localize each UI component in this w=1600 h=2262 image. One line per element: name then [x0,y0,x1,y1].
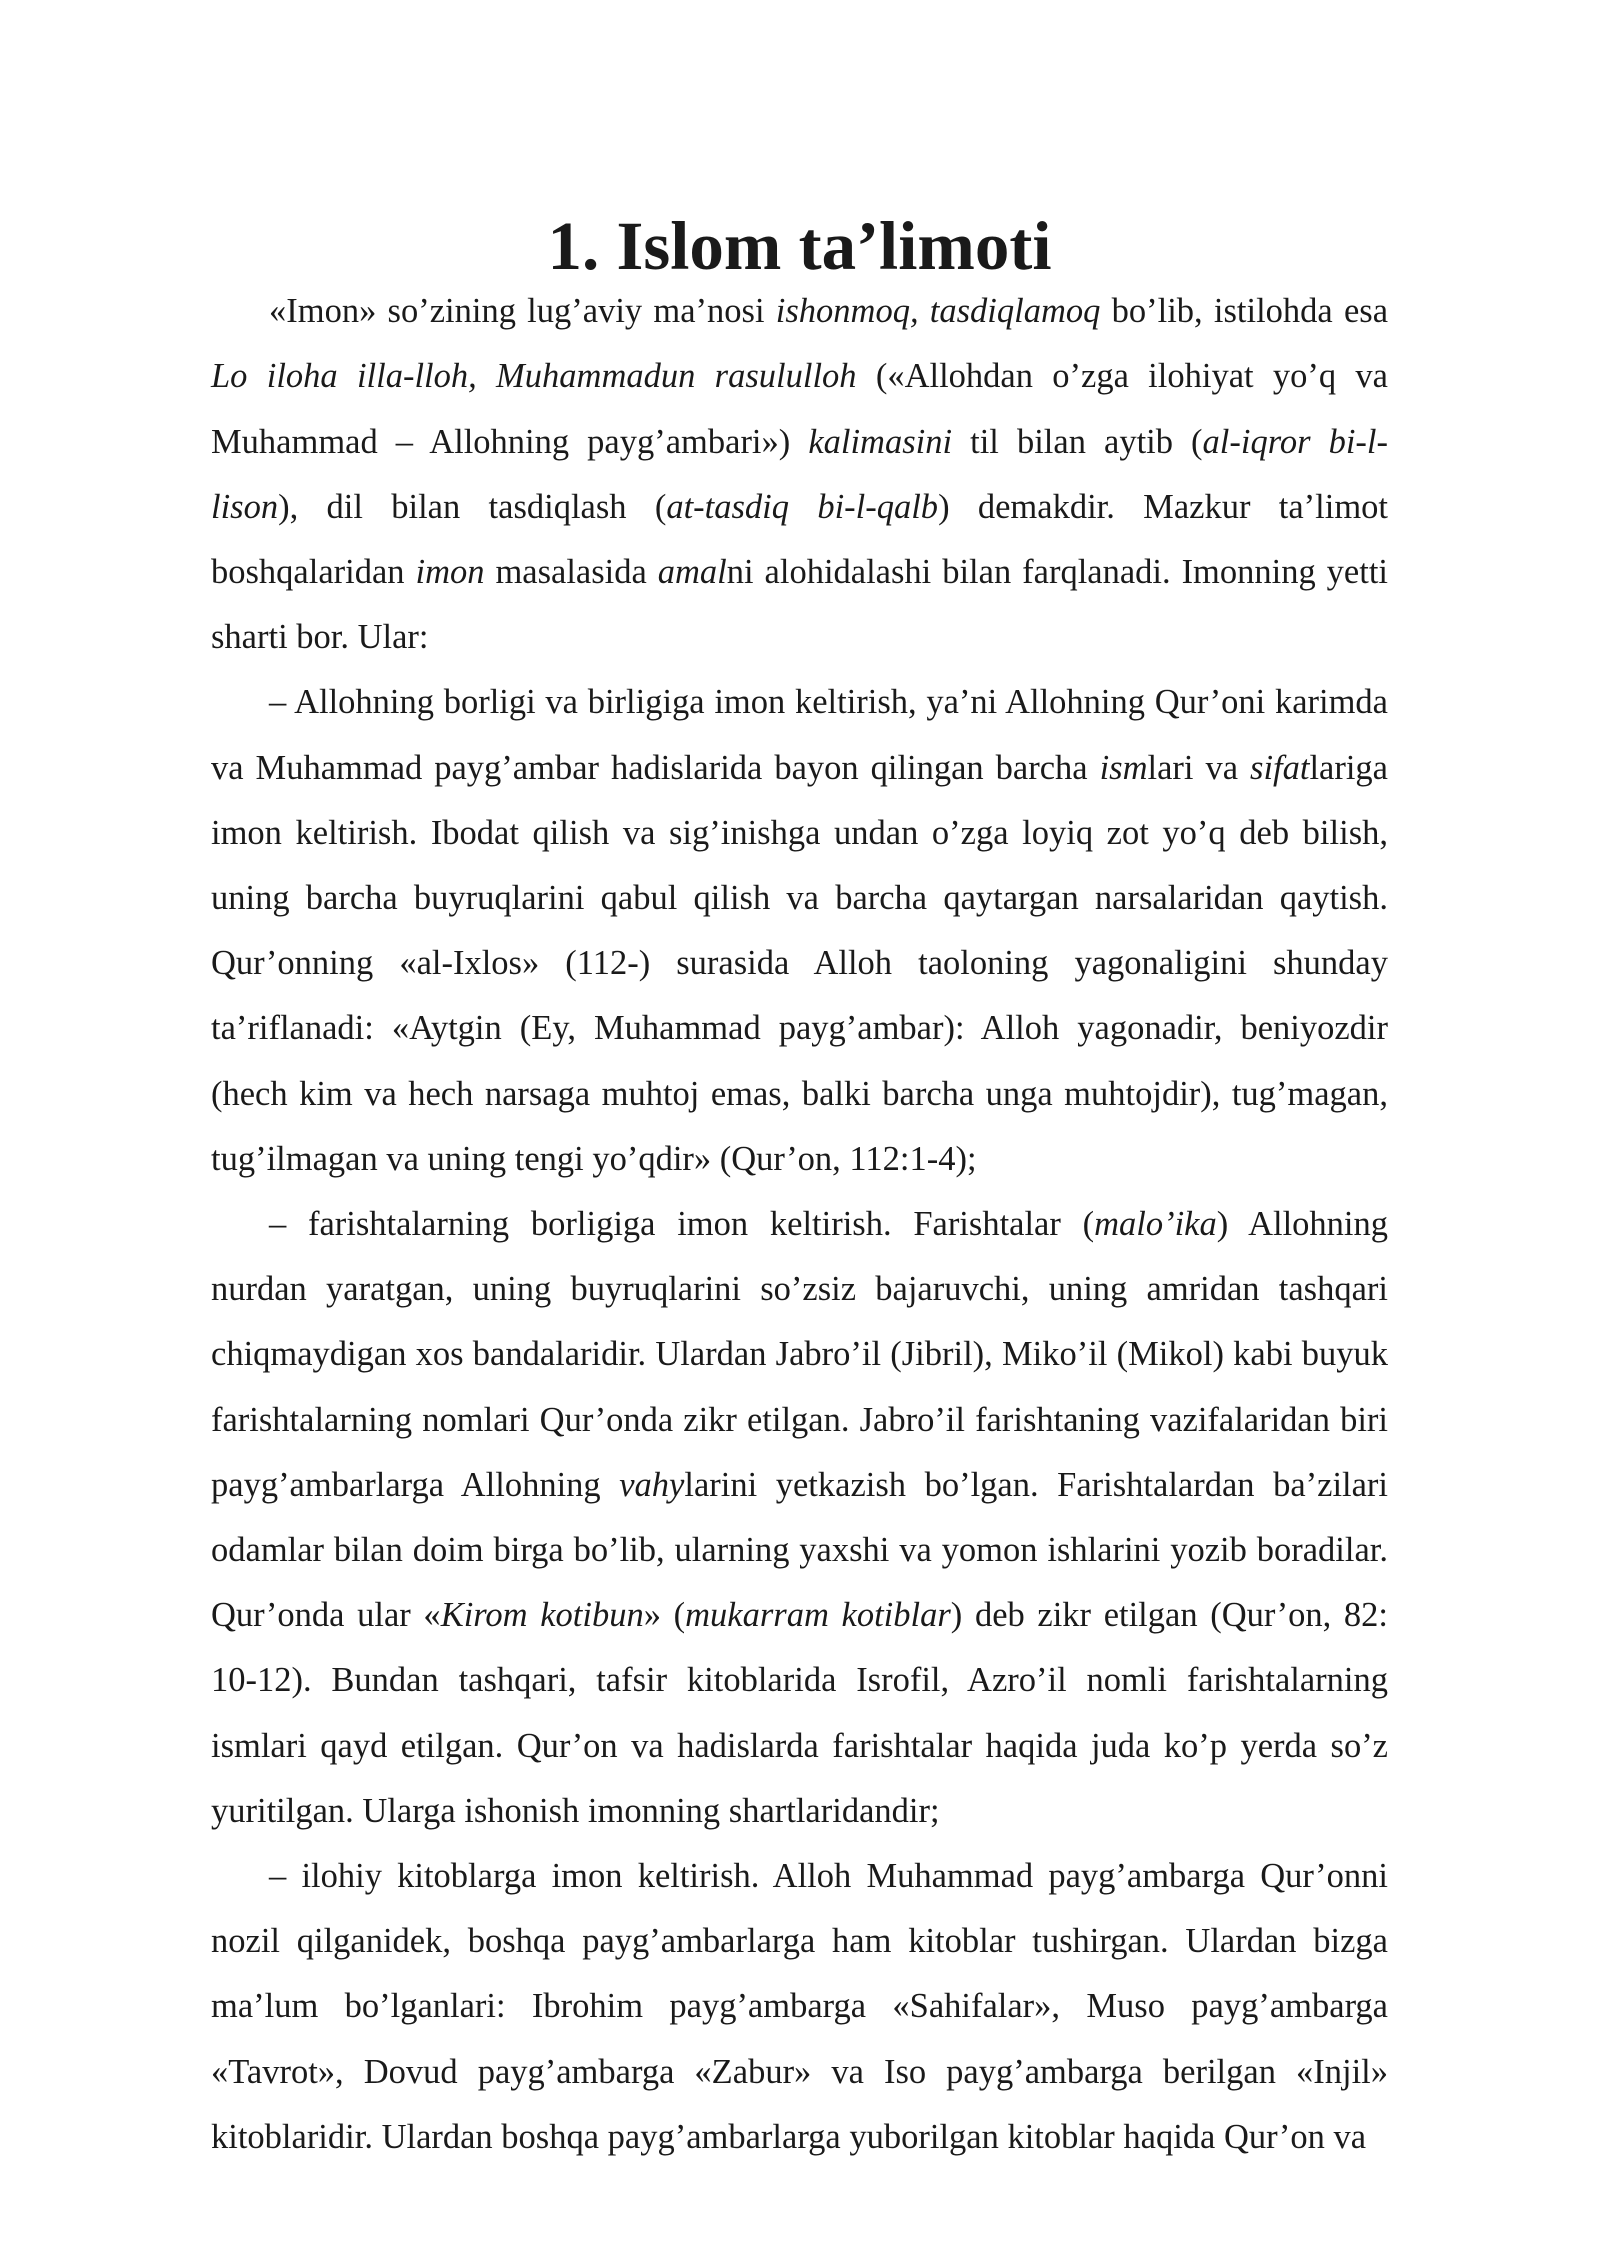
text-run: ni alohidalashi bilan farqlanadi. Imonning yetti sharti bor. Ular: [211,553,1389,657]
text-run: – Allohning borligi va birligiga imon keltirish, ya’ni Allohning Qur’oni karimda va Muhammad payg’ambar hadislarida bayon qilingan barcha [211,683,1388,787]
text-run-italic: Lo iloha illa-lloh, Muhammadun rasululloh [211,357,857,396]
text-run-italic: ism [1099,748,1148,787]
text-run-italic: amal [657,553,727,592]
text-run-italic: imon [415,553,485,592]
text-run: ) demakdir. Mazkur ta’limot boshqalaridan [211,487,1389,592]
paragraph-belief-in-angels [211,1192,1388,1844]
text-run-italic: ishonmoq, tasdiqlamoq [775,292,1101,331]
text-run: – farishtalarning borligiga imon keltirish. Farishtalar ( [269,1205,1095,1244]
text-run: ) deb zikr etilgan (Qur’on, 82: 10-12). Bundan tashqari, tafsir kitoblarida Isrofil, Azro’il nomli farishtalarning ismlari qayd etilgan. Qur’on va hadislarda farishtalar haqida juda ko’p yerda so’z yuritilgan. Ularga ishonish imonning shartlaridandir; [211,1596,1389,1830]
text-run: lariga imon keltirish. Ibodat qilish va sig’inishga undan o’zga loyiq zot yo’q deb bilish, uning barcha buyruqlarini qabul qilish va barcha qaytargan narsalaridan qaytish. Qur’onning «al-Ixlos» (112-) surasida Alloh taoloning yagonaligini shunday ta’riflanadi: «Aytgin (Ey, Muhammad payg’ambar): Alloh yagonadir, beniyozdir (hech kim va hech narsaga muhtoj emas, balki barcha unga muhtojdir), tug’magan, tug’ilmagan va uning tengi yo’qdir» (Qur’on, 112:1-4); [211,748,1388,1178]
text-run-italic: at-tasdiq bi-l-qalb [666,487,939,526]
text-run-italic: malo’ika [1094,1205,1217,1244]
text-run: ) Allohning nurdan yaratgan, uning buyruqlarini so’zsiz bajaruvchi, uning amridan tashqari chiqmaydigan xos bandalaridir. Ulardan Jabro’il (Jibril), Miko’il (Mikol) kabi buyuk farishtalarning nomlari Qur’onda zikr etilgan. Jabro’il farishtaning vazifalaridan biri payg’ambarlarga Allohning [211,1205,1388,1504]
text-run-italic: sifat [1250,748,1310,787]
paragraph-belief-in-allah [211,670,1388,1192]
text-run: «Imon» so’zining lug’aviy ma’nosi [269,292,776,331]
paragraph-belief-in-books [211,1844,1388,2170]
text-run: masalasida [484,553,658,592]
paragraph-imon-definition [211,279,1388,670]
text-run: ), dil bilan tasdiqlash ( [278,487,667,526]
text-run: til bilan aytib ( [952,422,1203,461]
text-run: bo’lib, istilohda esa [1100,292,1389,331]
text-run: («Allohdan o’zga ilohiyat yo’q va Muhammad – Allohning payg’ambari») [211,357,1388,461]
text-run-italic: Kirom kotibun [440,1596,644,1635]
text-run-italic: mukarram kotiblar [685,1596,951,1635]
text-run: – ilohiy kitoblarga imon keltirish. Alloh Muhammad payg’ambarga Qur’onni nozil qilganidek, boshqa payg’ambarlarga ham kitoblar tushirgan. Ulardan bizga ma’lum bo’lganlari: Ibrohim payg’ambarga «Sahifalar», Muso payg’ambarga «Tavrot», Dovud payg’ambarga «Zabur» va Iso payg’ambarga berilgan «Injil» kitoblaridir. Ulardan boshqa payg’ambarlarga yuborilgan kitoblar haqida Qur’on va [211,1857,1388,2156]
text-run-italic: al-iqror bi-l-lison [211,422,1388,526]
text-run: lari va [1147,748,1251,787]
text-run: » ( [643,1596,686,1635]
text-run-italic: vahy [619,1465,685,1504]
text-run: larini yetkazish bo’lgan. Farishtalardan ba’zilari odamlar bilan doim birga bo’lib, ularning yaxshi va yomon ishlarini yozib boradilar. Qur’onda ular « [211,1465,1388,1635]
section-title: 1. Islom ta’limoti [547,208,1052,284]
text-run-italic: kalimasini [808,422,953,461]
document-page [211,208,1389,2170]
